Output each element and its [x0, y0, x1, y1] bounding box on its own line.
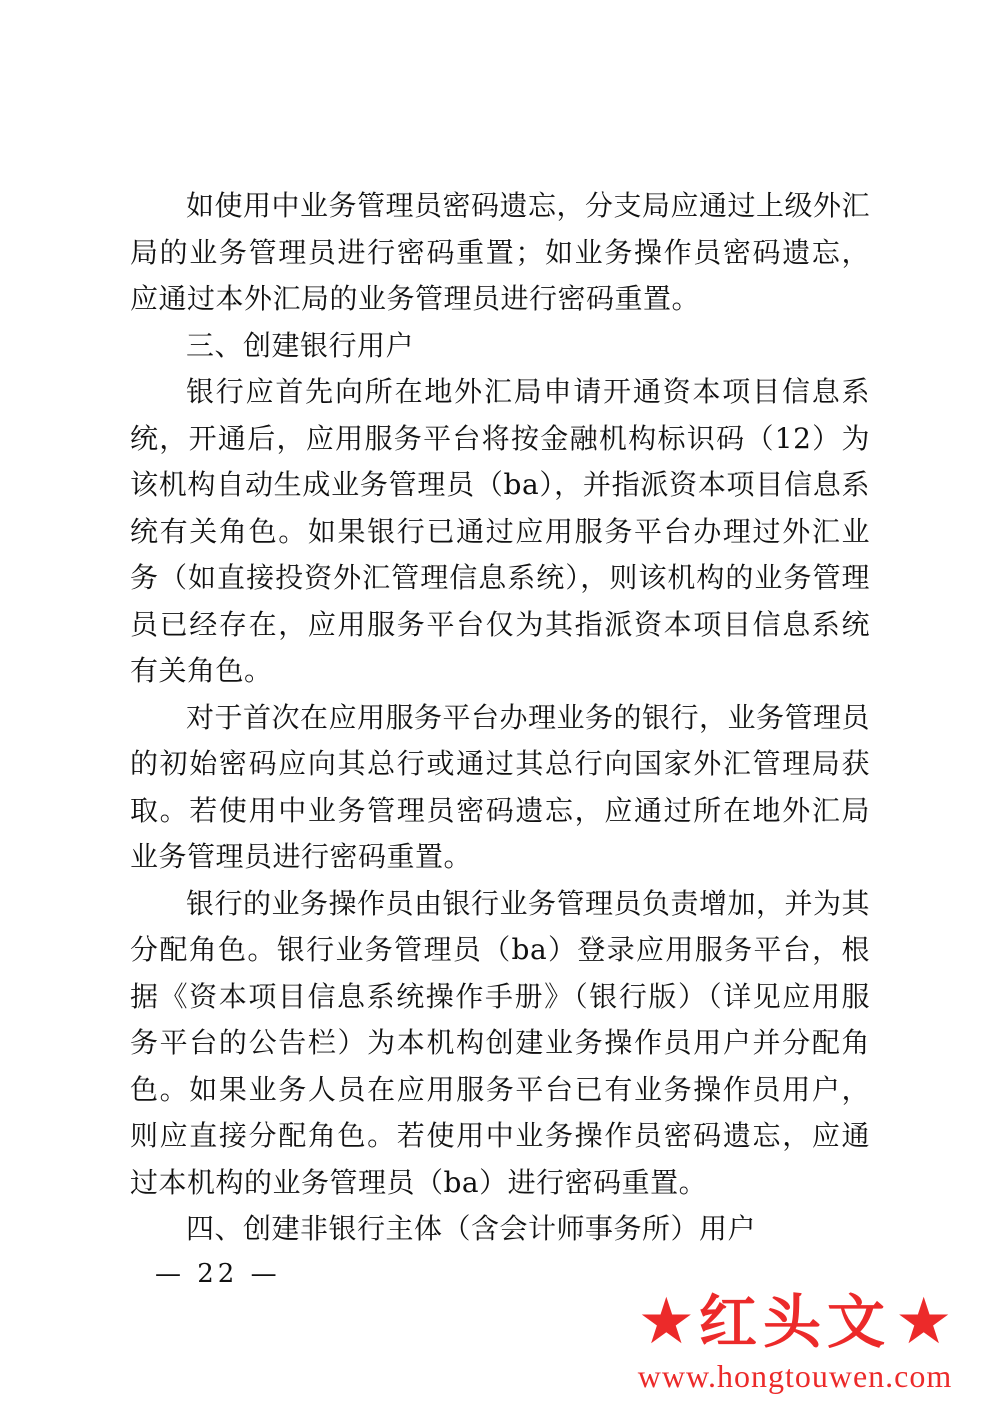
paragraph-bank-system-activation: 银行应首先向所在地外汇局申请开通资本项目信息系统，开通后，应用服务平台将按金融机构标识码（12）为该机构自动生成业务管理员（ba），并指派资本项目信息系统有关角色。如果银行已通过应用服务平台办理过外汇业务（如直接投资外汇管理信息系统），则该机构的业务管理员已经存在，应用服务平台仅为其指派资本项目信息系统有关角色。	[130, 375, 870, 687]
watermark-title-text: 红头文	[698, 1288, 891, 1356]
section-heading-non-bank-users: 四、创建非银行主体（含会计师事务所）用户	[186, 1212, 757, 1245]
section-heading-bank-users: 三、创建银行用户	[186, 328, 415, 362]
watermark-title	[600, 1282, 990, 1362]
star-icon: ★	[895, 1285, 953, 1359]
document-body	[130, 183, 870, 1253]
watermark-logo	[600, 1282, 990, 1402]
star-icon: ★	[637, 1285, 695, 1359]
watermark-url: www.hongtouwen.com	[637, 1358, 953, 1394]
paragraph-initial-password: 对于首次在应用服务平台办理业务的银行，业务管理员的初始密码应向其总行或通过其总行向国家外汇管理局获取。若使用中业务管理员密码遗忘，应通过所在地外汇局业务管理员进行密码重置。	[130, 700, 871, 873]
paragraph-password-reset-branch: 如使用中业务管理员密码遗忘，分支局应通过上级外汇局的业务管理员进行密码重置；如业务操作员密码遗忘，应通过本外汇局的业务管理员进行密码重置。	[130, 189, 871, 315]
page-number: — 22 —	[155, 1259, 281, 1289]
paragraph-bank-operators: 银行的业务操作员由银行业务管理员负责增加，并为其分配角色。银行业务管理员（ba）登录应用服务平台，根据《资本项目信息系统操作手册》（银行版）（详见应用服务平台的公告栏）为本机构创建业务操作员用户并分配角色。如果业务人员在应用服务平台已有业务操作员用户，则应直接分配角色。若使用中业务操作员密码遗忘，应通过本机构的业务管理员（ba）进行密码重置。	[130, 886, 871, 1199]
